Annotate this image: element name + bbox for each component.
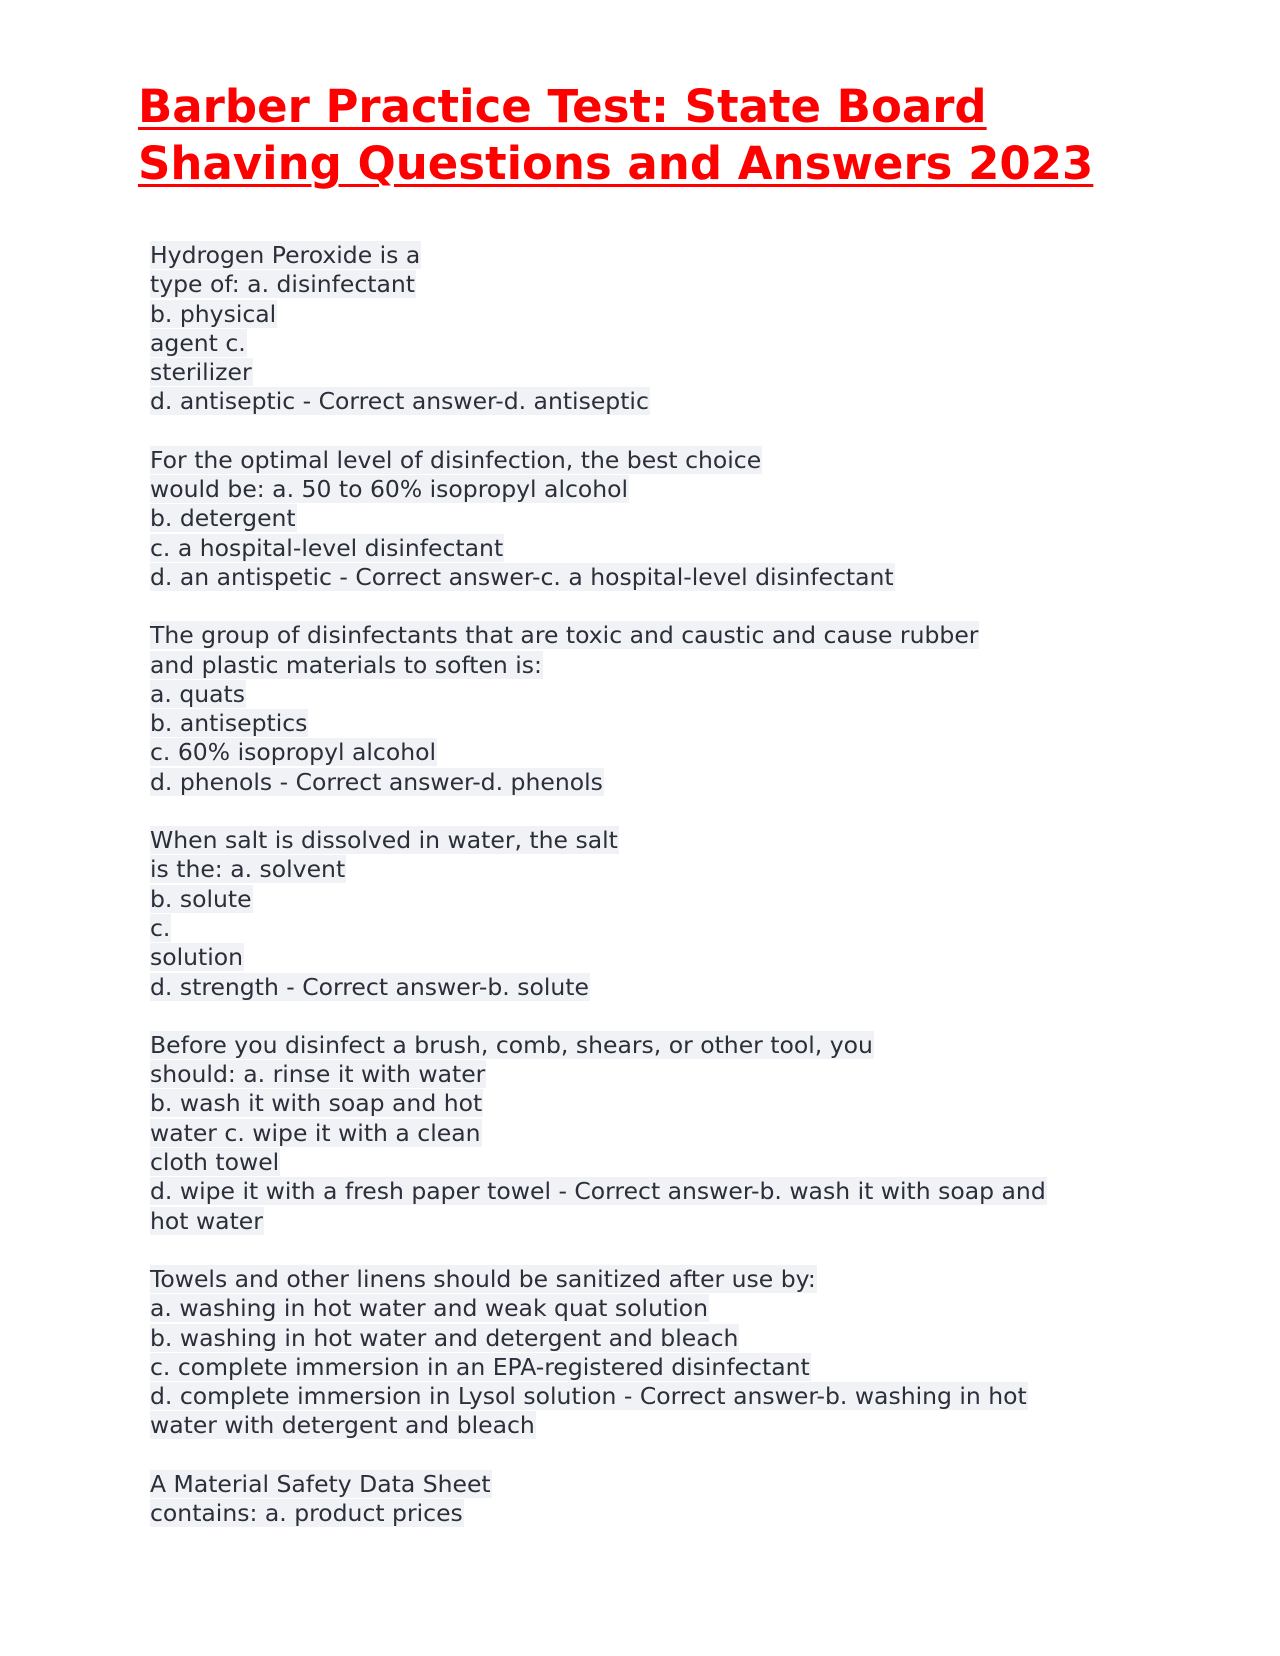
question-line: c. [150,913,171,942]
question-line: Hydrogen Peroxide is a [150,241,421,269]
question-line: A Material Safety Data Sheet [150,1469,491,1498]
question-line: agent c. [150,328,246,357]
question-line: a. quats [150,679,246,708]
question-line: should: a. rinse it with water [150,1060,486,1089]
question-line: Towels and other linens should be sanitized after use by: [150,1264,816,1293]
answer-line: hot water [150,1206,263,1235]
question-line: b. wash it with soap and hot [150,1089,483,1118]
question-line: Before you disinfect a brush, comb, shears, or other tool, you [150,1030,873,1059]
question-block [150,1265,1150,1441]
answer-line: d. antiseptic - Correct answer-d. antiseptic [150,387,649,416]
question-line: b. washing in hot water and detergent and bleach [150,1323,739,1352]
question-line: b. physical [150,299,277,328]
question-line: contains: a. product prices [150,1498,463,1527]
question-line: For the optimal level of disinfection, the best choice [150,445,762,474]
question-line: type of: a. disinfectant [150,270,415,299]
title-line: Shaving Questions and Answers 2023 [138,137,1094,190]
answer-line: d. wipe it with a fresh paper towel - Correct answer-b. wash it with soap and [150,1177,1046,1206]
question-block [150,1470,1150,1529]
question-line: cloth towel [150,1148,280,1177]
question-line: The group of disinfectants that are toxic and caustic and cause rubber [150,621,979,650]
question-line: b. solute [150,884,252,913]
question-block [150,446,1150,592]
question-line: is the: a. solvent [150,855,346,884]
question-line: water c. wipe it with a clean [150,1118,481,1147]
answer-line: d. an antispetic - Correct answer-c. a hospital-level disinfectant [150,562,894,591]
question-line: a. washing in hot water and weak quat solution [150,1294,708,1323]
question-line: would be: a. 50 to 60% isopropyl alcohol [150,475,629,504]
answer-line: d. strength - Correct answer-b. solute [150,972,589,1001]
title-line: Barber Practice Test: State Board [138,80,987,133]
answer-line: water with detergent and bleach [150,1411,535,1440]
answer-line: d. complete immersion in Lysol solution - Correct answer-b. washing in hot [150,1382,1027,1411]
document-title [138,78,1138,192]
question-block [150,1031,1150,1236]
question-line: c. a hospital-level disinfectant [150,533,504,562]
question-block [150,621,1150,797]
question-block [150,241,1150,417]
question-line: c. complete immersion in an EPA-registered disinfectant [150,1352,810,1381]
question-line: b. detergent [150,504,296,533]
question-line: solution [150,943,244,972]
question-line: and plastic materials to soften is: [150,650,542,679]
question-block [150,826,1150,1002]
question-line: sterilizer [150,358,252,387]
questions-list [150,241,1150,1557]
question-line: b. antiseptics [150,709,308,738]
question-line: When salt is dissolved in water, the salt [150,826,618,855]
question-line: c. 60% isopropyl alcohol [150,738,437,767]
answer-line: d. phenols - Correct answer-d. phenols [150,767,603,796]
